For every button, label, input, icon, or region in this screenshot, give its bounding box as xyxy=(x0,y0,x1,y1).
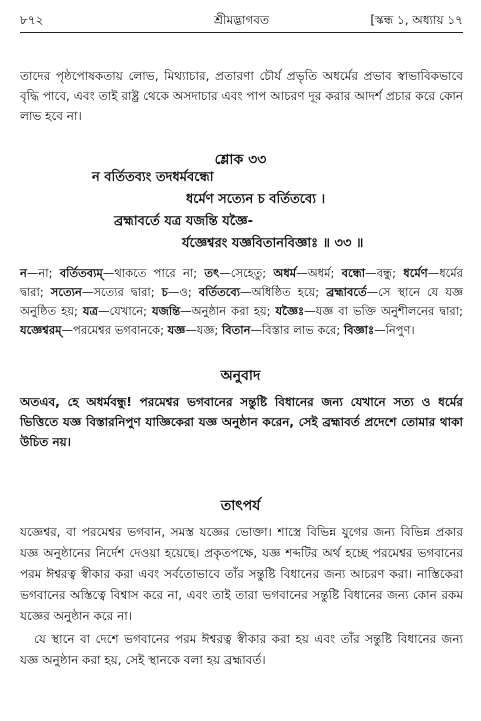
glossary-term: তৎ xyxy=(204,266,220,280)
glossary-meaning: —অনুষ্ঠান করা হয়; xyxy=(180,304,276,318)
purport-heading: তাৎপর্য xyxy=(220,498,261,514)
glossary-meaning: —পরমেশ্বর ভগবানকে; xyxy=(61,323,168,337)
verse-line-3: ব্রহ্মাবর্তে যত্র যজন্তি যজ্ঞৈ- xyxy=(114,214,253,229)
glossary-term: বিতান xyxy=(221,323,251,337)
section-reference: [স্কন্ধ ১, অধ্যায় ১৭ xyxy=(370,13,463,27)
glossary-meaning: —সত্যের দ্বারা; xyxy=(81,285,162,299)
glossary-meaning: —ও; xyxy=(167,285,199,299)
glossary-meaning: —সে স্থানে যে যজ্ঞ অনুষ্ঠিত হয়; xyxy=(20,285,463,318)
glossary-term: যজ্ঞ xyxy=(167,323,186,337)
purport-body xyxy=(20,522,463,671)
verse-line-2: ধর্মেণ সত্যেন চ বর্তিতব্যে । xyxy=(186,192,326,207)
purport-paragraph-2: যে স্থানে বা দেশে ভগবানের পরম ঈশ্বরত্ব স্বীকার করা হয় এবং তাঁর সন্তুষ্টি বিধানের জন্য যজ্ঞ অনুষ্ঠান করা হয়, সেই স্থানকে বলা হয় ব্রহ্মাবর্ত। xyxy=(20,632,463,667)
glossary-term: যজ্ঞৈঃ xyxy=(275,304,305,318)
verse-line-1: ন বর্তিতব্যং তদধর্মবন্ধো xyxy=(92,170,214,185)
glossary-term: যজ্ঞেশ্বরম্ xyxy=(20,323,62,337)
translation-heading: অনুবাদ xyxy=(220,368,261,384)
glossary-term: অধর্ম xyxy=(273,266,297,280)
glossary-meaning: —বিস্তার লাভ করে; xyxy=(250,323,344,337)
page-header xyxy=(20,10,463,30)
glossary-meaning: —থাকতে পারে না; xyxy=(102,266,205,280)
page-number: ৮৭২ xyxy=(20,13,44,27)
purport-paragraph-1: যজ্ঞেশ্বর, বা পরমেশ্বর ভগবান, সমস্ত যজ্ঞের ভোক্তা। শাস্ত্রে বিভিন্ন যুগের জন্য বিভিন্ন প্রকার যজ্ঞ অনুষ্ঠানের নির্দেশ দেওয়া হয়েছে। প্রকৃতপক্ষে, যজ্ঞ শব্দটির অর্থ হচ্ছে পরমেশ্বর ভগবানের পরম ঈশ্বরত্ব স্বীকার করা এবং সর্বতোভাবে তাঁর সন্তুষ্টি বিধানের জন্য আচরণ করা। নাস্তিকেরা ভগবানের অস্তিত্বে বিশ্বাস করে না, এবং তাই তারা ভগবানের সন্তুষ্টি বিধানের জন্য কোন রকম যজ্ঞের অনুষ্ঠান করে না। xyxy=(20,525,463,623)
glossary-meaning: —নিপুণ। xyxy=(374,323,415,337)
glossary-term: বর্তিতব্যম্ xyxy=(59,266,103,280)
glossary-term: বিজ্ঞাঃ xyxy=(343,323,375,337)
glossary-meaning: —অধিষ্ঠিত হয়ে; xyxy=(240,285,327,299)
translation-text: অতএব, হে অধর্মবন্ধু! পরমেশ্বর ভগবানের সন্তুষ্টি বিধানের জন্য যেখানে সত্য ও ধর্মের ভিত্তিতে যজ্ঞ বিস্তারনিপুণ যাজ্ঞিকেরা যজ্ঞ অনুষ্ঠান করেন, সেই ব্রহ্মাবর্ত প্রদেশে তোমার থাকা উচিত নয়। xyxy=(20,395,463,449)
glossary-meaning: —যজ্ঞ বা ভক্তি অনুশীলনের দ্বারা; xyxy=(304,304,463,318)
glossary-term: ন xyxy=(20,266,27,280)
glossary-term: চ xyxy=(161,285,168,299)
verse-line-4: র্যজ্ঞেশ্বরং যজ্ঞবিতানবিজ্ঞাঃ ॥ ৩৩ ॥ xyxy=(182,236,364,251)
word-meanings xyxy=(20,264,463,340)
glossary-meaning: —অধর্ম; xyxy=(296,266,342,280)
glossary-term: বন্ধো xyxy=(341,266,366,280)
glossary-term: যত্র xyxy=(82,304,98,318)
glossary-meaning: —সেহেতু; xyxy=(219,266,274,280)
glossary-meaning: —ধর্মের দ্বারা; xyxy=(20,266,463,299)
glossary-term: ধর্মেণ xyxy=(403,266,428,280)
glossary-term: যজন্তি xyxy=(152,304,181,318)
glossary-term: বর্তিতব্যে xyxy=(198,285,241,299)
glossary-term: সত্যেন xyxy=(50,285,82,299)
glossary-meaning: —যেখানে; xyxy=(97,304,153,318)
verse-heading: শ্লোক ৩৩ xyxy=(214,152,267,168)
glossary-meaning: —না; xyxy=(26,266,60,280)
glossary-term: ব্রহ্মাবর্তে xyxy=(326,285,367,299)
book-title: শ্রীমদ্ভাগবত xyxy=(213,13,269,27)
intro-paragraph: তাদের পৃষ্ঠপোষকতায় লোভ, মিথ্যাচার, প্রতারণা চৌর্য প্রভৃতি অধর্মের প্রভাব স্বাভাবিকভাবে বৃদ্ধি পাবে, এবং তাই রাষ্ট্র থেকে অসদাচার এবং পাপ আচরণ দূর করার আদর্শ প্রচার করে কোন লাভ হবে না। xyxy=(20,69,463,123)
glossary-meaning: —যজ্ঞ; xyxy=(185,323,222,337)
header-divider xyxy=(20,32,463,33)
glossary-meaning: —বন্ধু; xyxy=(365,266,404,280)
